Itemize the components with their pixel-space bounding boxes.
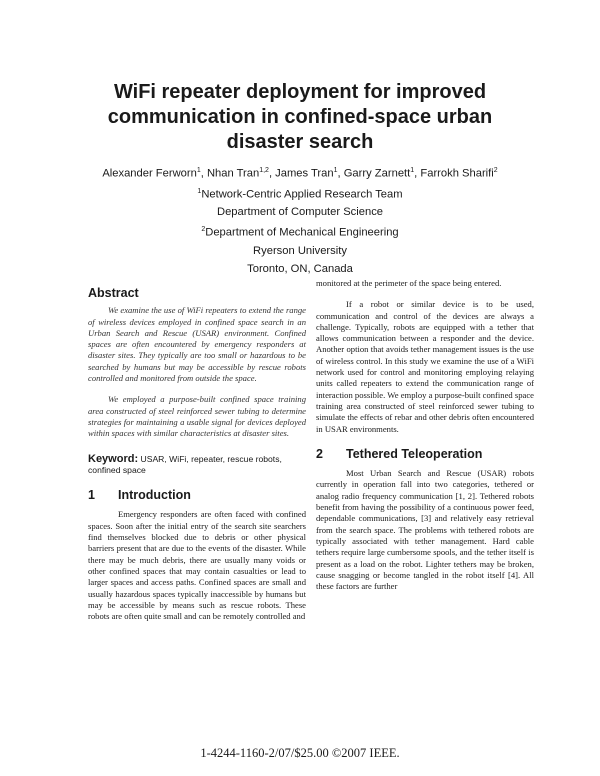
author-name: Farrokh Sharifi — [420, 167, 494, 180]
university: Ryerson University — [253, 245, 347, 258]
author-list: Alexander Ferworn$^1$, Nhan Tran$^{1,2}$, James Tran$^1$, Garry Zarnett$^1$, Farrokh Sharifi$^2$ — [102, 167, 498, 180]
title-line: WiFi repeater deployment for improved — [113, 81, 487, 103]
section-number: 1 — [88, 488, 95, 503]
body-paragraph: monitored at the perimeter of the space being entered. — [316, 278, 502, 288]
copyright-footer: 1-4244-1160-2/07/$25.00 ©2007 IEEE. — [200, 746, 400, 760]
section-number: 2 — [316, 446, 323, 461]
author-sup: 1 — [410, 167, 415, 174]
paper-title — [60, 80, 540, 155]
author-name: Alexander Ferworn — [102, 167, 197, 180]
author-sup: 1,2 — [259, 167, 269, 174]
author-name: Nhan Tran — [206, 167, 260, 180]
body-paragraph: Emergency responders are often faced with confined spaces. Soon after the initial entry of the search site searchers find themselves blocked due to debris or other physical barriers present that are due to the events of the disaster. While there may be much debris, there are usually many voids or other confined spaces that may contain casualties or lead to larger spaces and access paths. Confined spaces are small and usually hazardous spaces typically inaccessible by humans but may be accessible by means such as rescue robots. These robots are often quite small and can be remotely controlled and — [88, 509, 306, 622]
author-sup: 1 — [333, 167, 338, 174]
location: Toronto, ON, Canada — [247, 263, 353, 276]
section-heading — [316, 446, 534, 461]
abstract-heading: Abstract — [88, 286, 139, 300]
author-sup: 1 — [196, 167, 201, 174]
section-title: Introduction — [118, 488, 191, 503]
abstract-paragraph: We employed a purpose-built confined space training area constructed of steel reinforced sewer tubing to determine strategies for maintaining a usable signal for devices deployed within spaces with similar characteristics at disaster sites. — [88, 394, 306, 439]
author-block — [70, 162, 530, 278]
author-sup: 2 — [493, 167, 498, 174]
title-line: disaster search — [226, 131, 374, 153]
department-1: Department of Computer Science — [216, 206, 384, 219]
title-line: communication in confined-space urban — [107, 106, 493, 128]
body-paragraph: Most Urban Search and Rescue (USAR) robots currently in operation fall into two categories, tethered or analog radio frequency communication [1, 2]. Tethered robots benefit from having the possibility of a continuous power feed, dependable communications, [3] and relatively easy retrieval from the search space. The problems with tethered robots are typically associated with tether management. Hard cable tethers require large cumbersome spools, and the tether itself is present as a load on the robot. Lighter tethers may be broken, cause snagging or become tangled in the robot itself [4]. All these factors are further — [316, 468, 534, 592]
body-paragraph: If a robot or similar device is to be used, communication and control of the devices are always a challenge. Typically, robots are equipped with a tether that allows communication between a responder and the device. Another option that avoids tether management issues is the use of wireless control. In this study we examine the use of a WiFi network used for control and monitoring employing relaying units called repeaters to extend the communication range of interaction possible. We employ a purpose-built confined space training area constructed of steel reinforced sewer tubing to simulate the effects of rebar and other debris often encountered in USAR environments. — [316, 299, 534, 434]
abstract-paragraph: We examine the use of WiFi repeaters to extend the range of wireless devices employed in confined space search in an Urban Search and Rescue (USAR) environment. Confined spaces are often encountered by emergency responders at disaster sites. They typically are too small or hazardous to be searched by humans but may be accessible by rescue robots controlled and monitored from outside the space. — [88, 305, 306, 384]
left-column — [88, 288, 306, 632]
keywords-text: USAR, WiFi, repeater, rescue robots, confined space — [88, 453, 282, 475]
section-title: Tethered Teleoperation — [346, 446, 483, 461]
author-name: James Tran — [275, 167, 334, 180]
affiliation-1: $^1$Network-Centric Applied Research Team — [197, 187, 403, 201]
right-column — [316, 278, 534, 602]
author-name: Garry Zarnett — [343, 167, 411, 180]
keywords-label: Keyword: — [88, 452, 139, 465]
keywords — [88, 454, 306, 477]
affiliation-2: $^2$Department of Mechanical Engineering — [201, 226, 399, 240]
section-heading — [88, 490, 306, 501]
